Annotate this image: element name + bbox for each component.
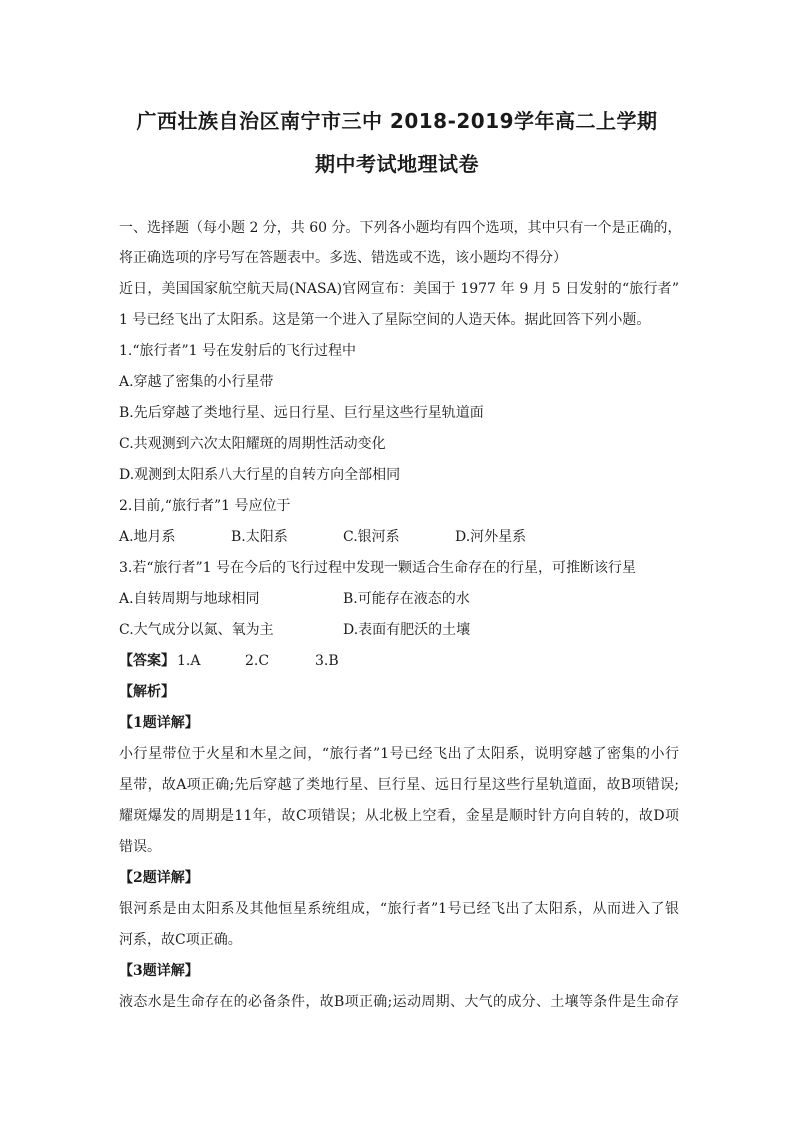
question-2-option-d: D.河外星系 <box>455 529 527 545</box>
passage-line1: 近日，美国国家航空航天局(NASA)官网宣布：美国于 1977 年 9 月 5 日发射的“旅行者” <box>119 281 679 297</box>
question-2-option-a: A.地月系 <box>119 529 176 545</box>
answer-3: 3.B <box>315 653 339 669</box>
page-title-line2: 期中考试地理试卷 <box>315 152 479 176</box>
analysis-2-line2: 河系，故C项正确。 <box>119 932 242 948</box>
section-instruction-line2: 将正确选项的序号写在答题表中。多选、错选或不选，该小题均不得分） <box>119 250 567 266</box>
question-3-option-b: B.可能存在液态的水 <box>343 591 470 607</box>
passage-line2: 1 号已经飞出了太阳系。这是第一个进入了星际空间的人造天体。据此回答下列小题。 <box>119 312 651 328</box>
question-3-stem: 3.若“旅行者”1 号在今后的飞行过程中发现一颗适合生命存在的行星，可推断该行星 <box>119 560 637 576</box>
analysis-3-line1: 液态水是生命存在的必备条件，故B项正确;运动周期、大气的成分、土壤等条件是生命存 <box>119 994 679 1010</box>
analysis-heading-1: 【1题详解】 <box>119 715 199 731</box>
question-3-option-a: A.自转周期与地球相同 <box>119 591 260 607</box>
question-2-option-c: C.银河系 <box>343 529 400 545</box>
answer-label: 【答案】 <box>119 653 175 669</box>
question-3-option-d: D.表面有肥沃的土壤 <box>343 622 471 638</box>
question-2-option-b: B.太阳系 <box>231 529 288 545</box>
analysis-1-line1: 小行星带位于火星和木星之间，“旅行者”1号已经飞出了太阳系，说明穿越了密集的小行 <box>119 746 679 762</box>
question-1-stem: 1.“旅行者”1 号在发射后的飞行过程中 <box>119 343 357 359</box>
analysis-1-line2: 星带，故A项正确;先后穿越了类地行星、巨行星、远日行星这些行星轨道面，故B项错误; <box>119 777 679 793</box>
question-2-stem: 2.目前,“旅行者”1 号应位于 <box>119 498 291 514</box>
analysis-2-line1: 银河系是由太阳系及其他恒星系统组成，“旅行者”1号已经飞出了太阳系，从而进入了银 <box>119 901 679 917</box>
question-1-option-b: B.先后穿越了类地行星、远日行星、巨行星这些行星轨道面 <box>119 405 484 421</box>
analysis-heading-2: 【2题详解】 <box>119 870 199 886</box>
analysis-1-line4: 错误。 <box>119 839 161 855</box>
analysis-1-line3: 耀斑爆发的周期是11年，故C项错误；从北极上空看，金星是顺时针方向自转的，故D项 <box>119 808 679 824</box>
section-instruction-line1: 一、选择题（每小题 2 分，共 60 分。下列各小题均有四个选项，其中只有一个是正确的， <box>119 220 682 236</box>
analysis-label: 【解析】 <box>119 684 175 700</box>
question-1-option-a: A.穿越了密集的小行星带 <box>119 374 274 390</box>
page-title-line1: 广西壮族自治区南宁市三中 2018-2019学年高二上学期 <box>136 109 658 133</box>
answer-2: 2.C <box>245 653 270 669</box>
question-1-option-d: D.观测到太阳系八大行星的自转方向全部相同 <box>119 467 401 483</box>
question-3-option-c: C.大气成分以氮、氧为主 <box>119 622 274 638</box>
answer-1: 1.A <box>177 653 201 669</box>
analysis-heading-3: 【3题详解】 <box>119 963 199 979</box>
question-1-option-c: C.共观测到六次太阳耀斑的周期性活动变化 <box>119 436 386 452</box>
